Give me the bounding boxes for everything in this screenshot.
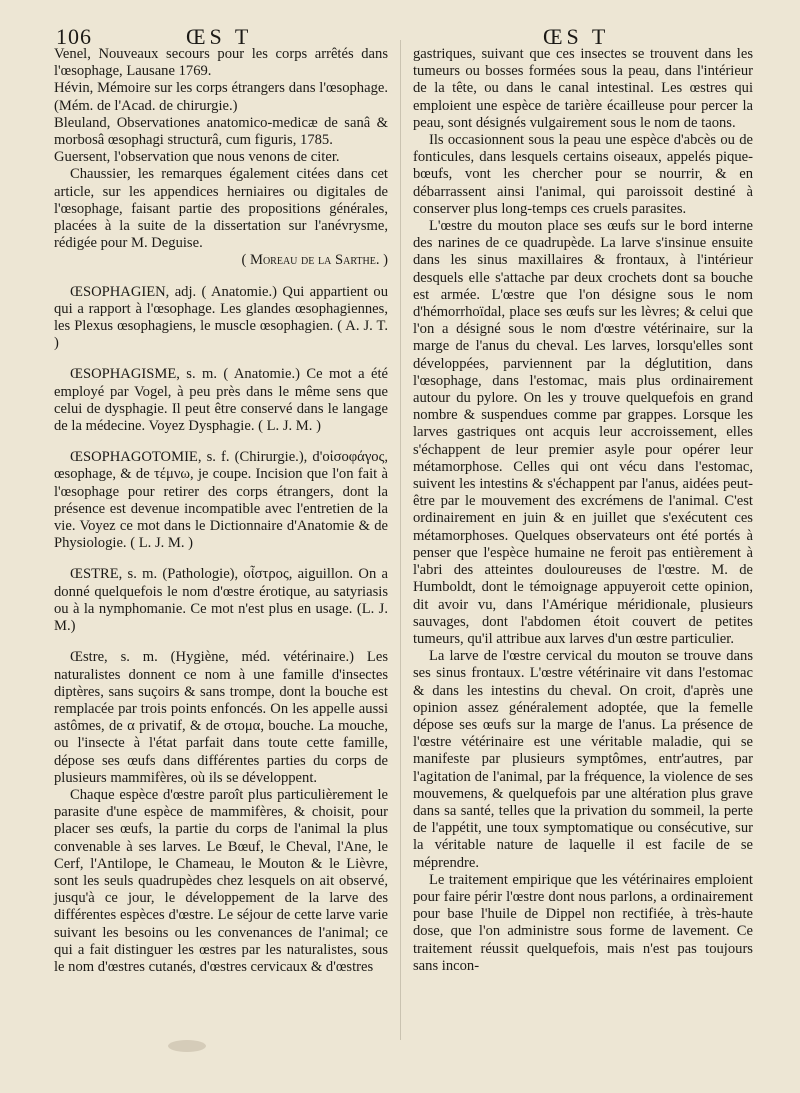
paragraph-oestre-mouton: L'œstre du mouton place ses œufs sur le bord interne des narines de ce quadrupède. La larve s'insinue ensuite dans les sinus maxillaires & frontaux, à l'intérieur desquels elle s'attache par deux crochets dont sa bouche est armée. L'œstre que l'on désigne sous le nom d'hémorrhoïdal, place ses œufs sur les lèvres; & celui que l'on a désigné sous le nom d'œstre vétérinaire, sur la marge de l'anus du cheval. Les larves, lorsqu'elles sont développées, parviennent par la déglutition, dans l'œsophage, dans l'estomac, mais plus ordinairement autour du pylore. On les y trouve quelquefois en grand nombre & suspendues comme par grappes. Lorsque les larves gastriques ont acquis leur accroissement, elles s'échappent de leur premier asyle pour opérer leur métamorphose. Celles qui ont vécu dans l'estomac, suivent les intestins & s'échappent par l'anus, aidées peut-être par le mouvement des excrémens de l'animal. C'est ordinairement en juin & en juillet que s'exécutent ces métamorphoses. Quelques observateurs ont été portés à penser que l'espèce humaine ne feroit pas entièrement à l'abri des atteintes douloureuses de l'œstre. M. de Humboldt, dont le témoignage appuyeroit cette opinion, dit avoir vu, dans l'Amérique méridionale, plusieurs sauvages, dont l'abdomen étoit couvert de petites tumeurs, qu'il attribue aux larves d'un œstre particulier.: [413, 218, 753, 647]
left-column: [54, 46, 388, 976]
entry-oestre-pathologie: ŒSTRE, s. m. (Pathologie), οἶστρος, aiguillon. On a donné quelquefois le nom d'œstre érotique, au satyriasis ou à la nymphomanie. Ce mot n'est plus en usage. (L. J. M.): [54, 566, 388, 635]
paragraph-gastriques: gastriques, suivant que ces insectes se trouvent dans les tumeurs ou bosses formées sous la peau, dans l'intérieur de la tête, ou dans le canal intestinal. Les œstres qui emploient une espèce de tarière écailleuse pour percer la peau, sont désignés vulgairement sous le nom de taons.: [413, 46, 753, 131]
bibliography-venel: Venel, Nouveaux secours pour les corps arrêtés dans l'œsophage, Lausane 1769.: [54, 46, 388, 80]
bibliography-guersent: Guersent, l'observation que nous venons de citer.: [54, 149, 340, 166]
author-signature: ( Moreau de la Sarthe. ): [241, 252, 388, 269]
column-gutter: [400, 40, 401, 1040]
entry-oesophagisme: ŒSOPHAGISME, s. m. ( Anatomie.) Ce mot a été employé par Vogel, à peu près dans le même sens que celui de dysphagie. Il peut être conservé dans le langage de la médecine. Voyez Dysphagie. ( L. J. M. ): [54, 366, 388, 435]
paragraph-larve-cervical: La larve de l'œstre cervical du mouton se trouve dans ses sinus frontaux. L'œstre vétérinaire vit dans l'estomac & dans les intestins du cheval. On croit, d'après une opinion assez généralement adoptée, que la femelle dépose ses œufs sur la marge de l'anus. La présence de l'œstre vétérinaire est une véritable maladie, qui se manifeste par plusieurs symptômes, entr'autres, par l'agitation de l'animal, par la fréquence, la violence de ses mouvemens, & quelquefois par une altération plus grave dans sa santé, telles que la privation du sommeil, la perte de l'appétit, une toux symptomatique ou consécutive, sur la véritable nature de laquelle il est facile de se méprendre.: [413, 648, 753, 871]
page-number: 106: [56, 24, 92, 49]
bibliography-bleuland: Bleuland, Observationes anatomico-medicæ de sanâ & morbosâ œsophagi structurâ, cum figuris, 1785.: [54, 114, 388, 149]
right-column: [413, 46, 753, 975]
ink-smudge: [168, 1040, 206, 1052]
running-head-right: ŒS T: [543, 24, 610, 49]
paragraph-abces: Ils occasionnent sous la peau une espèce d'abcès ou de fonticules, dans lesquels certains oiseaux, appelés pique-bœufs, vont les chercher pour se nourrir, & en débarrassent ainsi l'animal, qui paroissoit destiné à conserver plus long-temps ces cruels parasites.: [413, 132, 753, 217]
running-head-left: ŒS T: [186, 24, 253, 49]
entry-oesophagien: ŒSOPHAGIEN, adj. ( Anatomie.) Qui appartient ou qui a rapport à l'œsophage. Les glandes œsophagiennes, les Plexus œsophagiens, le muscle œsophagien. ( A. J. T. ): [54, 283, 388, 352]
paragraph-traitement: Le traitement empirique que les vétérinaires emploient pour faire périr l'œstre dont nous parlons, a ordinairement pour base l'huile de Dippel non rectifiée, à très-haute dose, que l'on administre sous forme de lavement. Ce traitement réussit quelquefois, mais n'est pas toujours sans incon-: [413, 871, 753, 974]
bibliography-chaussier: Chaussier, les remarques également citées dans cet article, sur les appendices herniaires ou digitales de l'œsophage, faisant partie des propositions générales, placées à la suite de la dissertation sur l'anévrysme, rédigée pour M. Deguise.: [54, 166, 388, 252]
bibliography-hevin: Hévin, Mémoire sur les corps étrangers dans l'œsophage. (Mém. de l'Acad. de chirurgie.): [54, 80, 388, 114]
paragraph-chaque-espece: Chaque espèce d'œstre paroît plus particulièrement le parasite d'une espèce de mammifères, & choisit, pour placer ses œufs, la partie du corps de l'animal la plus convenable à ses larves. Le Bœuf, le Cheval, l'Ane, le Cerf, l'Antilope, le Chameau, le Mouton & le Lièvre, sont les seuls quadrupèdes chez lesquels on ait observé, jusqu'à ce jour, le développement de la larve des différentes espèces d'œstre. Le séjour de cette larve varie suivant les besoins ou les convenances de l'animal; ce qui a fait distinguer les œstres par les naturalistes, sous le nom d'œstres cutanés, d'œstres cervicaux & d'œstres: [54, 786, 388, 975]
entry-oesophagotomie: ŒSOPHAGOTOMIE, s. f. (Chirurgie.), d'οἰσοφάγος, œsophage, & de τέμνω, je coupe. Incision que l'on fait à l'œsophage pour retirer des corps étrangers, dont la présence est devenue incompatible avec l'entretien de la vie. Voyez ce mot dans le Dictionnaire d'Anatomie & de Physiologie. ( L. J. M. ): [54, 449, 388, 552]
entry-oestre-hygiene: Œstre, s. m. (Hygiène, méd. vétérinaire.) Les naturalistes donnent ce nom à une famille d'insectes diptères, sans suçoirs & sans trompe, dont la bouche est remplacée par trois points enfoncés. On les appelle aussi astômes, de α privatif, & de στομα, bouche. La mouche, ou l'insecte à l'état parfait dans toute cette famille, dépose ses œufs dans différentes parties du corps de plusieurs mammifères, où ils se développent.: [54, 649, 388, 786]
